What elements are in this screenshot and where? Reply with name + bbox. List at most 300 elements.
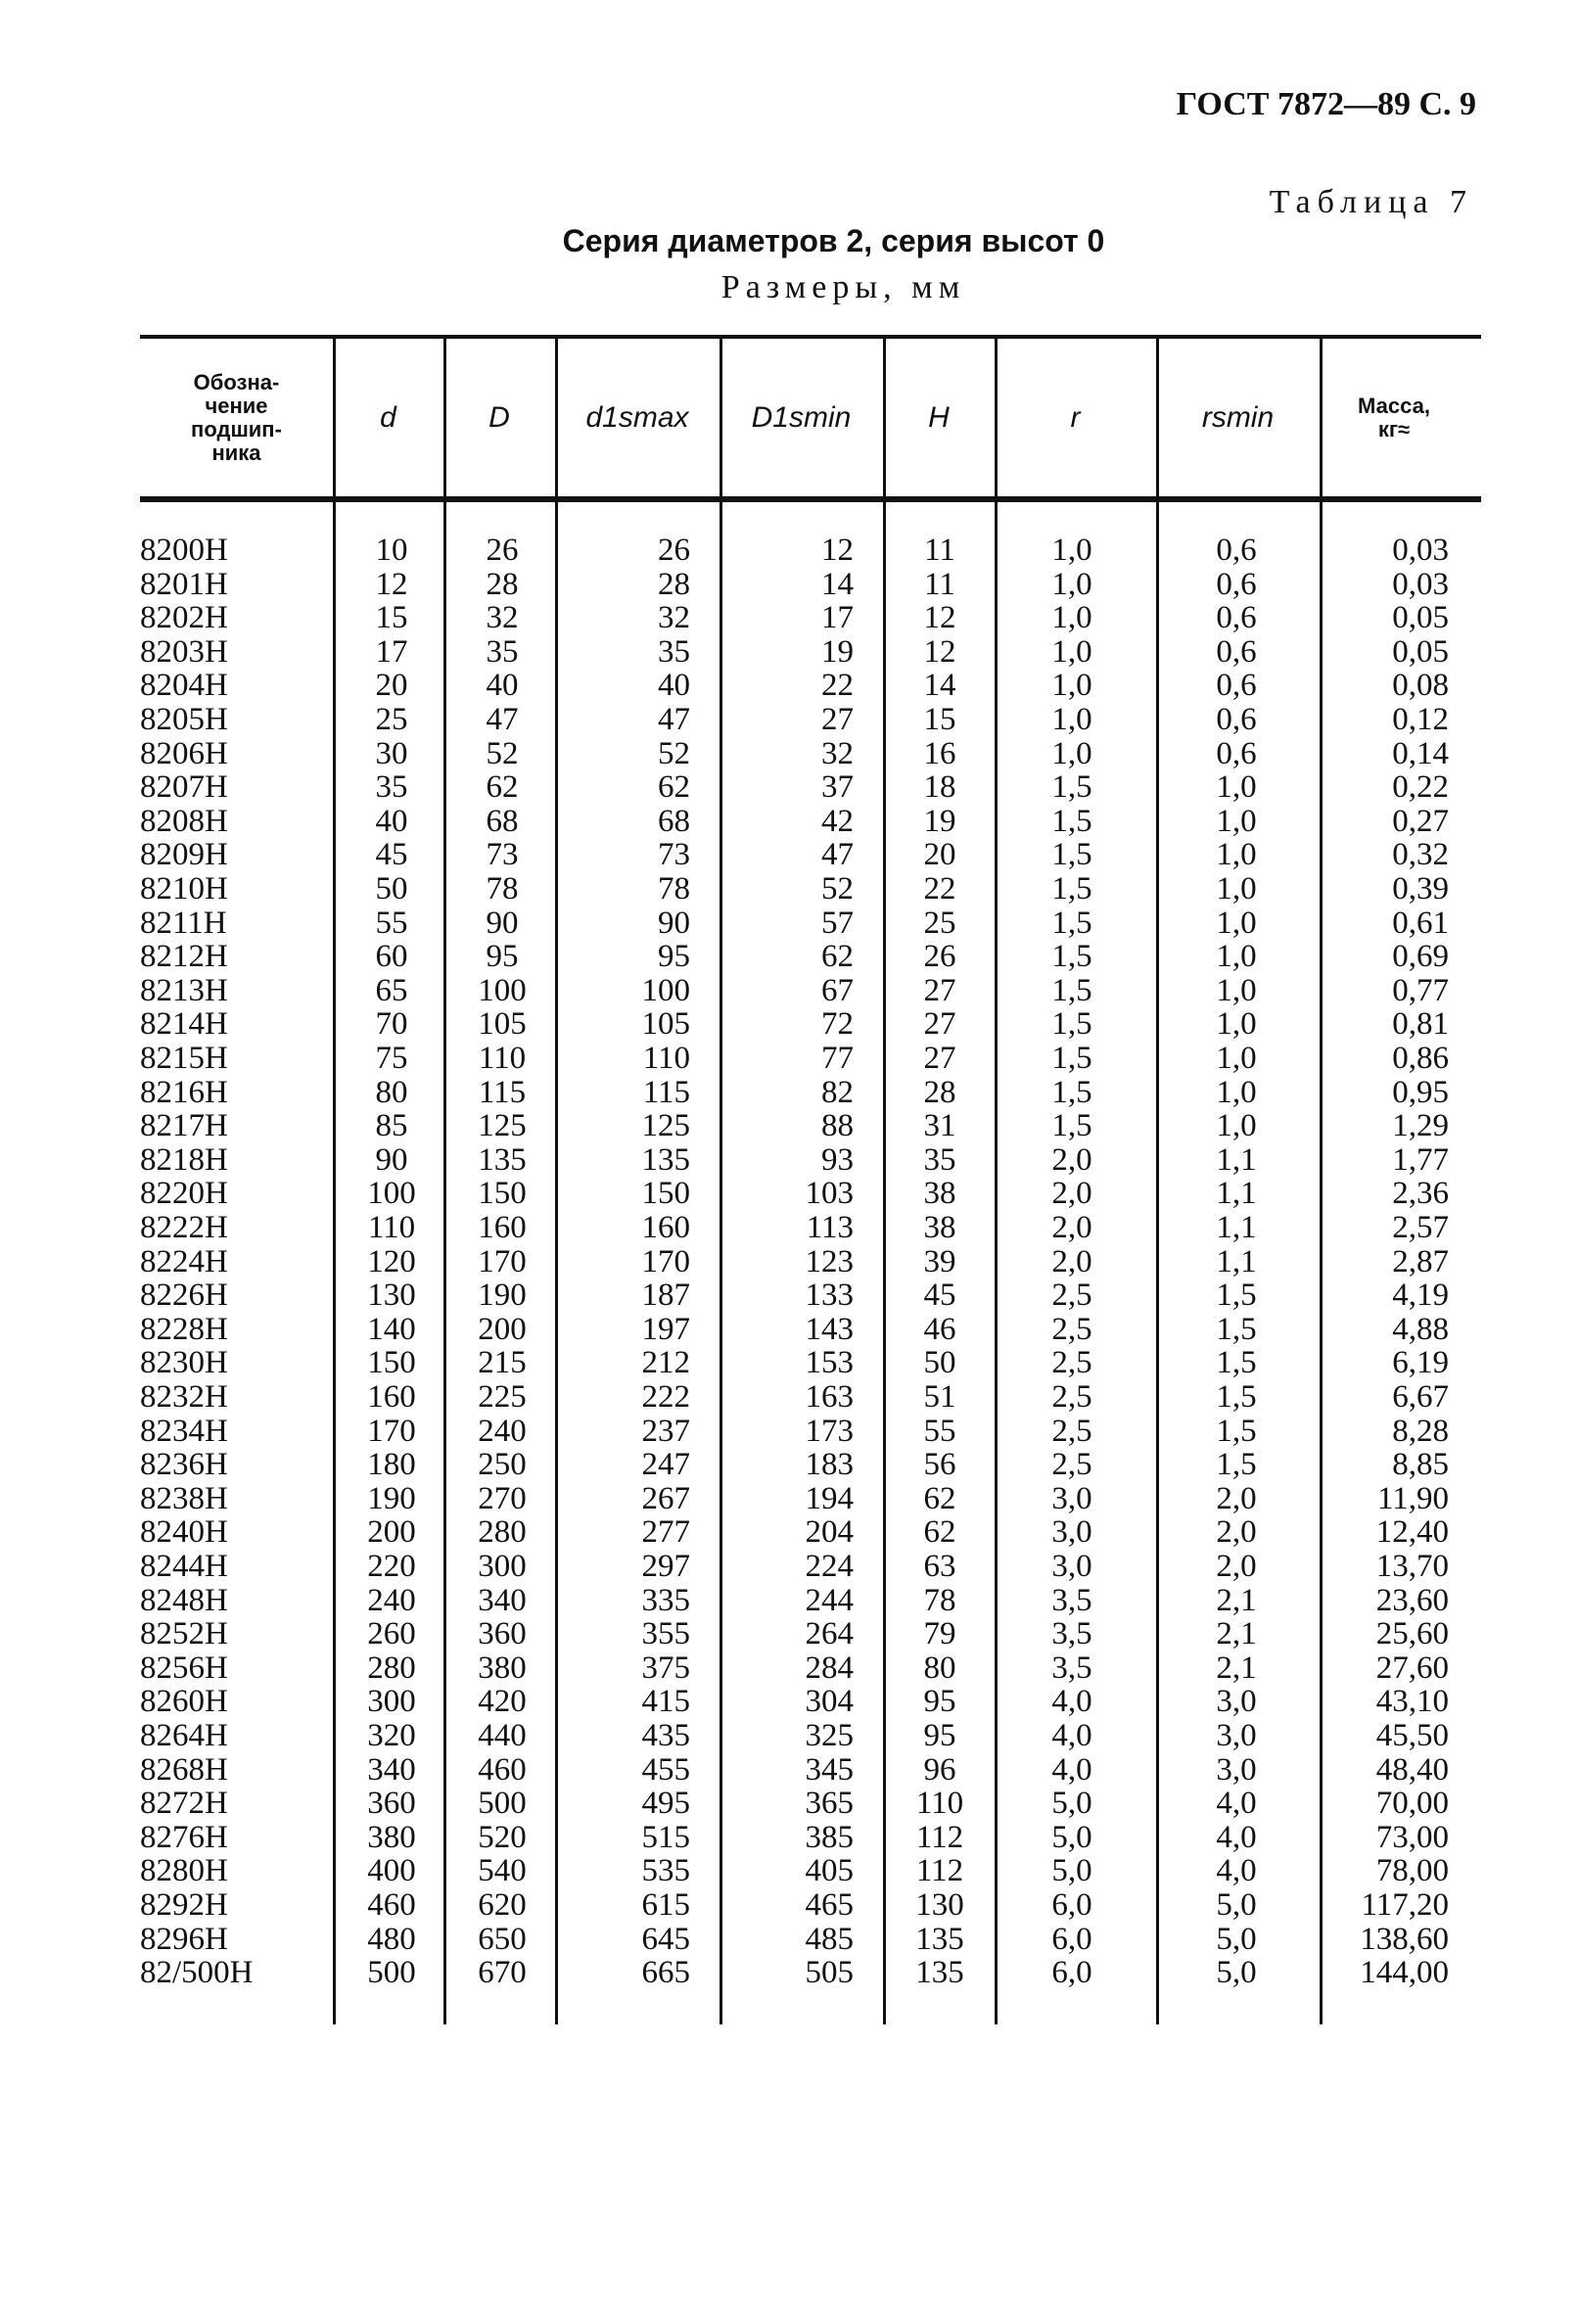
cell-D: 100 [478, 972, 527, 1008]
cell-mass: 0,86 [1392, 1041, 1449, 1076]
bearing-designation: 8214Н [140, 1006, 228, 1043]
cell-H: 135 [915, 1921, 964, 1957]
cell-D: 78 [486, 871, 519, 906]
cell-H: 27 [923, 1041, 956, 1076]
cell-H: 50 [923, 1345, 956, 1381]
table-row [0, 568, 1579, 602]
cell-mass: 2,87 [1392, 1243, 1449, 1279]
cell-mass: 1,77 [1392, 1141, 1449, 1178]
cell-H: 27 [923, 1006, 956, 1043]
cell-d1smax: 415 [641, 1684, 690, 1720]
cell-D1smin: 27 [821, 702, 854, 737]
cell-d: 400 [367, 1853, 416, 1889]
table-row [0, 1177, 1579, 1211]
cell-mass: 0,27 [1392, 803, 1449, 839]
cell-H: 26 [923, 939, 956, 975]
cell-D1smin: 17 [821, 600, 854, 636]
cell-rsmin: 2,1 [1216, 1650, 1257, 1686]
cell-H: 35 [923, 1141, 956, 1178]
cell-r: 5,0 [1051, 1853, 1092, 1889]
cell-r: 2,0 [1051, 1141, 1092, 1178]
cell-H: 12 [923, 633, 956, 670]
cell-H: 14 [923, 668, 956, 704]
cell-r: 1,5 [1051, 939, 1092, 975]
cell-d: 100 [367, 1176, 416, 1212]
cell-r: 1,5 [1051, 1006, 1092, 1043]
cell-rsmin: 4,0 [1216, 1819, 1257, 1855]
cell-mass: 6,67 [1392, 1379, 1449, 1415]
cell-r: 1,5 [1051, 871, 1092, 906]
cell-d: 340 [367, 1751, 416, 1788]
cell-rsmin: 1,5 [1216, 1413, 1257, 1449]
cell-d1smax: 100 [641, 972, 690, 1008]
cell-d: 160 [367, 1379, 416, 1415]
cell-rsmin: 5,0 [1216, 1887, 1257, 1923]
cell-D: 540 [478, 1853, 527, 1889]
cell-d1smax: 125 [641, 1108, 690, 1144]
header-d1smax: d1smax [585, 401, 689, 434]
cell-D: 420 [478, 1684, 527, 1720]
cell-mass: 0,77 [1392, 972, 1449, 1008]
cell-D1smin: 133 [805, 1278, 854, 1314]
cell-H: 19 [923, 803, 956, 839]
cell-D1smin: 224 [805, 1549, 854, 1584]
cell-r: 2,5 [1051, 1413, 1092, 1449]
cell-rsmin: 1,1 [1216, 1243, 1257, 1279]
cell-D: 280 [478, 1514, 527, 1551]
cell-r: 2,5 [1051, 1447, 1092, 1483]
bearing-designation: 8220Н [140, 1176, 228, 1212]
cell-d: 35 [375, 769, 408, 806]
cell-r: 1,0 [1051, 533, 1092, 568]
cell-rsmin: 1,5 [1216, 1311, 1257, 1347]
table-row [0, 669, 1579, 703]
table-row [0, 1685, 1579, 1719]
cell-rsmin: 0,6 [1216, 633, 1257, 670]
cell-d: 460 [367, 1887, 416, 1923]
header-d: d [380, 401, 396, 434]
cell-H: 110 [915, 1786, 964, 1822]
cell-d1smax: 28 [658, 566, 690, 602]
bearing-designation: 8252Н [140, 1616, 228, 1652]
cell-d: 10 [375, 533, 408, 568]
cell-H: 63 [923, 1549, 956, 1584]
cell-D1smin: 72 [821, 1006, 854, 1043]
table-row [0, 1854, 1579, 1888]
table-row [0, 635, 1579, 670]
cell-d: 170 [367, 1413, 416, 1449]
cell-rsmin: 1,0 [1216, 1006, 1257, 1043]
cell-D1smin: 385 [805, 1819, 854, 1855]
cell-D1smin: 244 [805, 1582, 854, 1618]
cell-H: 78 [923, 1582, 956, 1618]
cell-D: 110 [478, 1041, 527, 1076]
cell-D1smin: 52 [821, 871, 854, 906]
cell-H: 62 [923, 1480, 956, 1516]
cell-rsmin: 1,0 [1216, 1041, 1257, 1076]
cell-D1smin: 204 [805, 1514, 854, 1551]
bearing-designation: 8218Н [140, 1141, 228, 1178]
cell-rsmin: 4,0 [1216, 1786, 1257, 1822]
table-row [0, 1415, 1579, 1449]
bearing-designation: 8224Н [140, 1243, 228, 1279]
table-row [0, 770, 1579, 805]
cell-D: 225 [478, 1379, 527, 1415]
cell-D1smin: 47 [821, 837, 854, 873]
cell-d: 360 [367, 1786, 416, 1822]
cell-rsmin: 3,0 [1216, 1684, 1257, 1720]
cell-mass: 43,10 [1375, 1684, 1449, 1720]
table-row [0, 1346, 1579, 1380]
bearing-designation: 8208Н [140, 803, 228, 839]
cell-d: 15 [375, 600, 408, 636]
table-row [0, 1278, 1579, 1313]
cell-mass: 0,95 [1392, 1074, 1449, 1110]
bearing-designation: 8234Н [140, 1413, 228, 1449]
cell-D1smin: 32 [821, 735, 854, 771]
cell-r: 1,5 [1051, 769, 1092, 806]
cell-mass: 8,85 [1392, 1447, 1449, 1483]
cell-D: 250 [478, 1447, 527, 1483]
table-label: Таблица 7 [1269, 184, 1473, 220]
cell-d1smax: 135 [641, 1141, 690, 1178]
cell-H: 12 [923, 600, 956, 636]
cell-D: 47 [486, 702, 519, 737]
cell-D: 73 [486, 837, 519, 873]
bearing-designation: 8222Н [140, 1210, 228, 1245]
cell-D1smin: 113 [806, 1210, 854, 1245]
cell-H: 45 [923, 1278, 956, 1314]
cell-r: 3,5 [1051, 1650, 1092, 1686]
cell-D: 650 [478, 1921, 527, 1957]
cell-r: 1,5 [1051, 1108, 1092, 1144]
cell-mass: 23,60 [1375, 1582, 1449, 1618]
bearing-designation: 8236Н [140, 1447, 228, 1483]
cell-d1smax: 78 [658, 871, 690, 906]
cell-mass: 144,00 [1360, 1955, 1449, 1991]
cell-d: 480 [367, 1921, 416, 1957]
bearing-designation: 8240Н [140, 1514, 228, 1551]
cell-d1smax: 170 [641, 1243, 690, 1279]
bearing-designation: 8244Н [140, 1549, 228, 1584]
cell-D: 200 [478, 1311, 527, 1347]
cell-D1smin: 62 [821, 939, 854, 975]
cell-H: 18 [923, 769, 956, 806]
cell-H: 16 [923, 735, 956, 771]
cell-D: 460 [478, 1751, 527, 1788]
cell-d: 300 [367, 1684, 416, 1720]
cell-D1smin: 88 [821, 1108, 854, 1144]
cell-d: 500 [367, 1955, 416, 1991]
cell-d1smax: 32 [658, 600, 690, 636]
cell-D1smin: 183 [805, 1447, 854, 1483]
cell-D1smin: 163 [805, 1379, 854, 1415]
cell-d1smax: 222 [641, 1379, 690, 1415]
cell-d1smax: 495 [641, 1786, 690, 1822]
bearing-designation: 8226Н [140, 1278, 228, 1314]
cell-r: 2,5 [1051, 1311, 1092, 1347]
table-row [0, 805, 1579, 839]
table-row [0, 534, 1579, 568]
cell-D1smin: 405 [805, 1853, 854, 1889]
cell-D1smin: 505 [805, 1955, 854, 1991]
cell-rsmin: 5,0 [1216, 1955, 1257, 1991]
bearing-designation: 8211Н [140, 905, 227, 941]
cell-D: 40 [486, 668, 519, 704]
cell-d: 220 [367, 1549, 416, 1584]
table-row [0, 1076, 1579, 1110]
cell-rsmin: 0,6 [1216, 735, 1257, 771]
table-row [0, 1042, 1579, 1076]
cell-H: 95 [923, 1718, 956, 1753]
cell-mass: 0,03 [1392, 533, 1449, 568]
cell-rsmin: 3,0 [1216, 1718, 1257, 1753]
table-row [0, 1888, 1579, 1923]
cell-D1smin: 485 [805, 1921, 854, 1957]
bearing-designation: 8276Н [140, 1819, 228, 1855]
cell-r: 2,0 [1051, 1176, 1092, 1212]
cell-D1smin: 103 [805, 1176, 854, 1212]
table-row [0, 737, 1579, 771]
bearing-designation: 8216Н [140, 1074, 228, 1110]
cell-d: 200 [367, 1514, 416, 1551]
cell-D1smin: 325 [805, 1718, 854, 1753]
cell-mass: 13,70 [1375, 1549, 1449, 1584]
cell-d: 120 [367, 1243, 416, 1279]
cell-D: 32 [486, 600, 519, 636]
cell-d: 75 [375, 1041, 408, 1076]
cell-d1smax: 40 [658, 668, 690, 704]
cell-mass: 0,12 [1392, 702, 1449, 737]
cell-D1smin: 143 [805, 1311, 854, 1347]
cell-mass: 78,00 [1375, 1853, 1449, 1889]
bearing-designation: 8200Н [140, 533, 228, 568]
cell-r: 1,5 [1051, 905, 1092, 941]
cell-r: 1,5 [1051, 1041, 1092, 1076]
cell-d: 150 [367, 1345, 416, 1381]
cell-r: 4,0 [1051, 1718, 1092, 1753]
cell-mass: 0,61 [1392, 905, 1449, 941]
cell-d1smax: 355 [641, 1616, 690, 1652]
cell-d1smax: 90 [658, 905, 690, 941]
cell-rsmin: 1,5 [1216, 1447, 1257, 1483]
cell-d1smax: 615 [641, 1887, 690, 1923]
bearing-designation: 8296Н [140, 1921, 228, 1957]
cell-D1smin: 345 [805, 1751, 854, 1788]
table-subtitle: Размеры, мм [720, 269, 966, 305]
cell-mass: 70,00 [1375, 1786, 1449, 1822]
cell-d1smax: 277 [641, 1514, 690, 1551]
cell-D: 620 [478, 1887, 527, 1923]
cell-d: 80 [375, 1074, 408, 1110]
cell-mass: 0,14 [1392, 735, 1449, 771]
cell-d: 90 [375, 1141, 408, 1178]
cell-mass: 2,36 [1392, 1176, 1449, 1212]
cell-D: 125 [478, 1108, 527, 1144]
cell-rsmin: 1,1 [1216, 1176, 1257, 1212]
cell-mass: 0,32 [1392, 837, 1449, 873]
cell-H: 28 [923, 1074, 956, 1110]
cell-rsmin: 1,0 [1216, 1108, 1257, 1144]
cell-d: 30 [375, 735, 408, 771]
cell-d1smax: 52 [658, 735, 690, 771]
cell-D: 62 [486, 769, 519, 806]
table-row [0, 1482, 1579, 1516]
cell-D: 670 [478, 1955, 527, 1991]
cell-D: 52 [486, 735, 519, 771]
cell-D: 95 [486, 939, 519, 975]
cell-mass: 27,60 [1375, 1650, 1449, 1686]
cell-mass: 0,08 [1392, 668, 1449, 704]
cell-rsmin: 1,0 [1216, 803, 1257, 839]
cell-r: 2,5 [1051, 1379, 1092, 1415]
cell-mass: 0,05 [1392, 633, 1449, 670]
cell-d1smax: 73 [658, 837, 690, 873]
cell-D: 170 [478, 1243, 527, 1279]
cell-d1smax: 515 [641, 1819, 690, 1855]
cell-rsmin: 0,6 [1216, 533, 1257, 568]
cell-r: 2,5 [1051, 1345, 1092, 1381]
cell-D: 300 [478, 1549, 527, 1584]
header-D: D [488, 401, 510, 434]
bearing-designation: 8264Н [140, 1718, 228, 1753]
bearing-designation: 8272Н [140, 1786, 228, 1822]
cell-d1smax: 237 [641, 1413, 690, 1449]
cell-d: 140 [367, 1311, 416, 1347]
bearing-designation: 8207Н [140, 769, 228, 806]
table-row [0, 1143, 1579, 1178]
cell-d1smax: 455 [641, 1751, 690, 1788]
cell-d1smax: 297 [641, 1549, 690, 1584]
cell-d: 65 [375, 972, 408, 1008]
cell-H: 135 [915, 1955, 964, 1991]
cell-D1smin: 22 [821, 668, 854, 704]
table-row [0, 1550, 1579, 1584]
bearing-designation: 8202Н [140, 600, 228, 636]
header-mass: Масса, кг≈ [1358, 394, 1430, 442]
cell-H: 46 [923, 1311, 956, 1347]
bearing-designation: 8228Н [140, 1311, 228, 1347]
cell-rsmin: 1,1 [1216, 1210, 1257, 1245]
table-row [0, 1821, 1579, 1855]
bearing-designation: 8203Н [140, 633, 228, 670]
cell-rsmin: 0,6 [1216, 600, 1257, 636]
bearing-designation: 8201Н [140, 566, 228, 602]
cell-mass: 25,60 [1375, 1616, 1449, 1652]
cell-D1smin: 173 [805, 1413, 854, 1449]
cell-mass: 11,90 [1376, 1480, 1449, 1516]
cell-D1smin: 304 [805, 1684, 854, 1720]
cell-d: 130 [367, 1278, 416, 1314]
cell-rsmin: 1,0 [1216, 871, 1257, 906]
cell-d: 180 [367, 1447, 416, 1483]
cell-D: 150 [478, 1176, 527, 1212]
table-row [0, 1584, 1579, 1618]
cell-H: 39 [923, 1243, 956, 1279]
bearing-designation: 8280Н [140, 1853, 228, 1889]
cell-mass: 4,19 [1392, 1278, 1449, 1314]
cell-H: 11 [924, 566, 955, 602]
cell-d: 190 [367, 1480, 416, 1516]
bearing-designation: 8210Н [140, 871, 228, 906]
cell-d1smax: 105 [641, 1006, 690, 1043]
cell-d1smax: 47 [658, 702, 690, 737]
cell-H: 20 [923, 837, 956, 873]
cell-r: 2,0 [1051, 1210, 1092, 1245]
cell-mass: 8,28 [1392, 1413, 1449, 1449]
cell-rsmin: 2,1 [1216, 1616, 1257, 1652]
cell-D1smin: 153 [805, 1345, 854, 1381]
cell-d: 55 [375, 905, 408, 941]
bearing-designation: 8268Н [140, 1751, 228, 1788]
cell-rsmin: 2,0 [1216, 1480, 1257, 1516]
cell-d1smax: 267 [641, 1480, 690, 1516]
cell-rsmin: 1,0 [1216, 939, 1257, 975]
cell-H: 38 [923, 1210, 956, 1245]
header-rsmin: rsmin [1201, 401, 1275, 434]
cell-r: 6,0 [1051, 1921, 1092, 1957]
table-row [0, 974, 1579, 1008]
cell-r: 1,0 [1051, 668, 1092, 704]
cell-mass: 73,00 [1375, 1819, 1449, 1855]
bearing-designation: 8204Н [140, 668, 228, 704]
cell-D1smin: 67 [821, 972, 854, 1008]
bearing-designation: 8209Н [140, 837, 228, 873]
cell-d: 12 [375, 566, 408, 602]
cell-rsmin: 1,5 [1216, 1379, 1257, 1415]
table-row [0, 1617, 1579, 1651]
cell-mass: 4,88 [1392, 1311, 1449, 1347]
cell-r: 3,0 [1051, 1549, 1092, 1584]
cell-mass: 138,60 [1360, 1921, 1449, 1957]
bearing-designation: 8213Н [140, 972, 228, 1008]
cell-r: 1,0 [1051, 702, 1092, 737]
cell-rsmin: 1,0 [1216, 1074, 1257, 1110]
cell-rsmin: 2,0 [1216, 1514, 1257, 1551]
cell-D1smin: 93 [821, 1141, 854, 1178]
cell-H: 15 [923, 702, 956, 737]
cell-d1smax: 62 [658, 769, 690, 806]
cell-r: 3,5 [1051, 1582, 1092, 1618]
cell-D: 360 [478, 1616, 527, 1652]
cell-d: 320 [367, 1718, 416, 1753]
header-separator-rule [140, 496, 1481, 502]
bearing-designation: 82/500Н [140, 1955, 254, 1991]
cell-D: 190 [478, 1278, 527, 1314]
cell-d1smax: 35 [658, 633, 690, 670]
cell-rsmin: 0,6 [1216, 566, 1257, 602]
table-row [0, 1448, 1579, 1482]
cell-d: 70 [375, 1006, 408, 1043]
bearing-designation: 8256Н [140, 1650, 228, 1686]
cell-D: 215 [478, 1345, 527, 1381]
cell-r: 2,5 [1051, 1278, 1092, 1314]
table-row [0, 1515, 1579, 1550]
table-row [0, 1719, 1579, 1753]
cell-rsmin: 1,5 [1216, 1278, 1257, 1314]
table-row [0, 1923, 1579, 1957]
cell-d1smax: 665 [641, 1955, 690, 1991]
document-reference: ГОСТ 7872—89 С. 9 [1176, 86, 1476, 122]
cell-mass: 45,50 [1375, 1718, 1449, 1753]
cell-D1smin: 194 [805, 1480, 854, 1516]
cell-D1smin: 365 [805, 1786, 854, 1822]
cell-d1smax: 212 [641, 1345, 690, 1381]
cell-d1smax: 26 [658, 533, 690, 568]
cell-H: 55 [923, 1413, 956, 1449]
cell-D1smin: 82 [821, 1074, 854, 1110]
table-row [0, 1211, 1579, 1245]
